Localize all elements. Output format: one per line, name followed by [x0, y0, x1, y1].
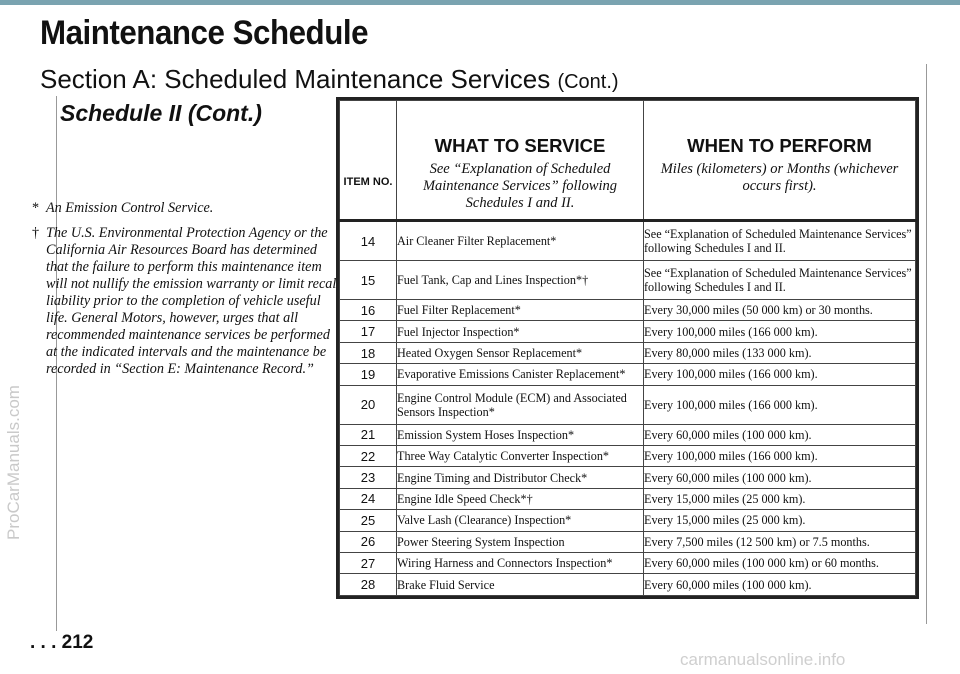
- service-item-cell: Wiring Harness and Connectors Inspection*: [397, 553, 644, 574]
- service-item-cell: Engine Control Module (ECM) and Associated Sensors Inspection*: [397, 385, 644, 424]
- maintenance-table: [336, 97, 919, 599]
- table-row: [340, 488, 916, 509]
- service-item-cell: Emission System Hoses Inspection*: [397, 424, 644, 445]
- maintenance-table-grid: [339, 100, 916, 596]
- page-number: . . . 212: [30, 632, 94, 653]
- table-header-row: [340, 101, 916, 221]
- table-row: [340, 445, 916, 466]
- what-to-service-header: [397, 101, 644, 221]
- footnotes: [32, 200, 342, 386]
- table-row: [340, 221, 916, 261]
- top-rule: [0, 0, 960, 5]
- service-item-cell: Fuel Injector Inspection*: [397, 321, 644, 342]
- table-row: [340, 261, 916, 300]
- asterisk-mark: *: [32, 200, 40, 216]
- service-item-cell: Engine Idle Speed Check*†: [397, 488, 644, 509]
- schedule-title: Schedule II (Cont.): [60, 100, 262, 126]
- service-interval-cell: Every 7,500 miles (12 500 km) or 7.5 months.: [644, 531, 916, 552]
- service-item-cell: Power Steering System Inspection: [397, 531, 644, 552]
- when-to-perform-subtitle: Miles (kilometers) or Months (whichever occurs first).: [660, 161, 899, 194]
- table-row: [340, 300, 916, 321]
- service-item-cell: Fuel Filter Replacement*: [397, 300, 644, 321]
- service-interval-cell: See “Explanation of Scheduled Maintenance Services” following Schedules I and II.: [644, 261, 916, 300]
- service-item-cell: Fuel Tank, Cap and Lines Inspection*†: [397, 261, 644, 300]
- service-item-cell: Brake Fluid Service: [397, 574, 644, 596]
- when-to-perform-title: WHEN TO PERFORM: [687, 135, 872, 156]
- service-item-cell: Engine Timing and Distributor Check*: [397, 467, 644, 488]
- item-number-cell: 26: [340, 531, 397, 552]
- side-watermark: [4, 200, 24, 540]
- table-row: [340, 342, 916, 363]
- item-number-cell: 25: [340, 510, 397, 531]
- service-interval-cell: Every 100,000 miles (166 000 km).: [644, 445, 916, 466]
- table-row: [340, 553, 916, 574]
- item-number-cell: 23: [340, 467, 397, 488]
- service-interval-cell: Every 100,000 miles (166 000 km).: [644, 321, 916, 342]
- footnote-epa: [32, 225, 342, 378]
- item-number-cell: 28: [340, 574, 397, 596]
- service-item-cell: Evaporative Emissions Canister Replacement*: [397, 364, 644, 385]
- table-row: [340, 531, 916, 552]
- table-row: [340, 385, 916, 424]
- table-row: [340, 467, 916, 488]
- service-interval-cell: Every 30,000 miles (50 000 km) or 30 months.: [644, 300, 916, 321]
- right-margin-rule: [926, 64, 927, 624]
- service-interval-cell: Every 15,000 miles (25 000 km).: [644, 510, 916, 531]
- section-title: [40, 64, 619, 95]
- item-number-header: [340, 101, 397, 221]
- section-title-text: Section A: Scheduled Maintenance Services: [40, 64, 551, 94]
- table-row: [340, 424, 916, 445]
- item-number-cell: 19: [340, 364, 397, 385]
- service-interval-cell: Every 80,000 miles (133 000 km).: [644, 342, 916, 363]
- service-item-cell: Heated Oxygen Sensor Replacement*: [397, 342, 644, 363]
- section-cont: (Cont.): [557, 71, 619, 93]
- dagger-mark: †: [32, 225, 40, 241]
- item-number-cell: 22: [340, 445, 397, 466]
- footnote-epa-text: The U.S. Environmental Protection Agency or the California Air Resources Board has determined that the failure to perform this maintenance item will not nullify the emission warranty or limit recall liability prior to the completion of vehicle useful life. General Motors, however, urges that all recommended maintenance services be performed at the indicated intervals and the maintenance be recorded in “Section E: Maintenance Record.”: [46, 225, 341, 377]
- item-number-cell: 17: [340, 321, 397, 342]
- service-item-cell: Valve Lash (Clearance) Inspection*: [397, 510, 644, 531]
- service-interval-cell: Every 60,000 miles (100 000 km).: [644, 574, 916, 596]
- table-row: [340, 510, 916, 531]
- item-number-cell: 20: [340, 385, 397, 424]
- item-number-cell: 15: [340, 261, 397, 300]
- footnote-emission-text: An Emission Control Service.: [46, 200, 214, 216]
- service-interval-cell: Every 15,000 miles (25 000 km).: [644, 488, 916, 509]
- item-number-cell: 21: [340, 424, 397, 445]
- item-number-cell: 18: [340, 342, 397, 363]
- table-row: [340, 364, 916, 385]
- bottom-watermark: carmanualsonline.info: [680, 650, 846, 669]
- service-item-cell: Air Cleaner Filter Replacement*: [397, 221, 644, 261]
- what-to-service-subtitle: See “Explanation of Scheduled Maintenance Services” following Schedules I and II.: [422, 161, 618, 211]
- item-number-cell: 16: [340, 300, 397, 321]
- service-interval-cell: Every 100,000 miles (166 000 km).: [644, 385, 916, 424]
- service-interval-cell: Every 60,000 miles (100 000 km) or 60 months.: [644, 553, 916, 574]
- service-interval-cell: Every 60,000 miles (100 000 km).: [644, 424, 916, 445]
- service-interval-cell: Every 100,000 miles (166 000 km).: [644, 364, 916, 385]
- item-number-cell: 24: [340, 488, 397, 509]
- service-interval-cell: See “Explanation of Scheduled Maintenance Services” following Schedules I and II.: [644, 221, 916, 261]
- when-to-perform-header: [644, 101, 916, 221]
- table-row: [340, 321, 916, 342]
- item-number-header-text: ITEM NO.: [343, 176, 393, 188]
- page-title: Maintenance Schedule: [40, 14, 369, 52]
- service-interval-cell: Every 60,000 miles (100 000 km).: [644, 467, 916, 488]
- footnote-emission: [32, 200, 342, 217]
- service-item-cell: Three Way Catalytic Converter Inspection*: [397, 445, 644, 466]
- item-number-cell: 14: [340, 221, 397, 261]
- table-row: [340, 574, 916, 596]
- what-to-service-title: WHAT TO SERVICE: [434, 135, 606, 156]
- side-watermark-text: ProCarManuals.com: [4, 385, 23, 540]
- item-number-cell: 27: [340, 553, 397, 574]
